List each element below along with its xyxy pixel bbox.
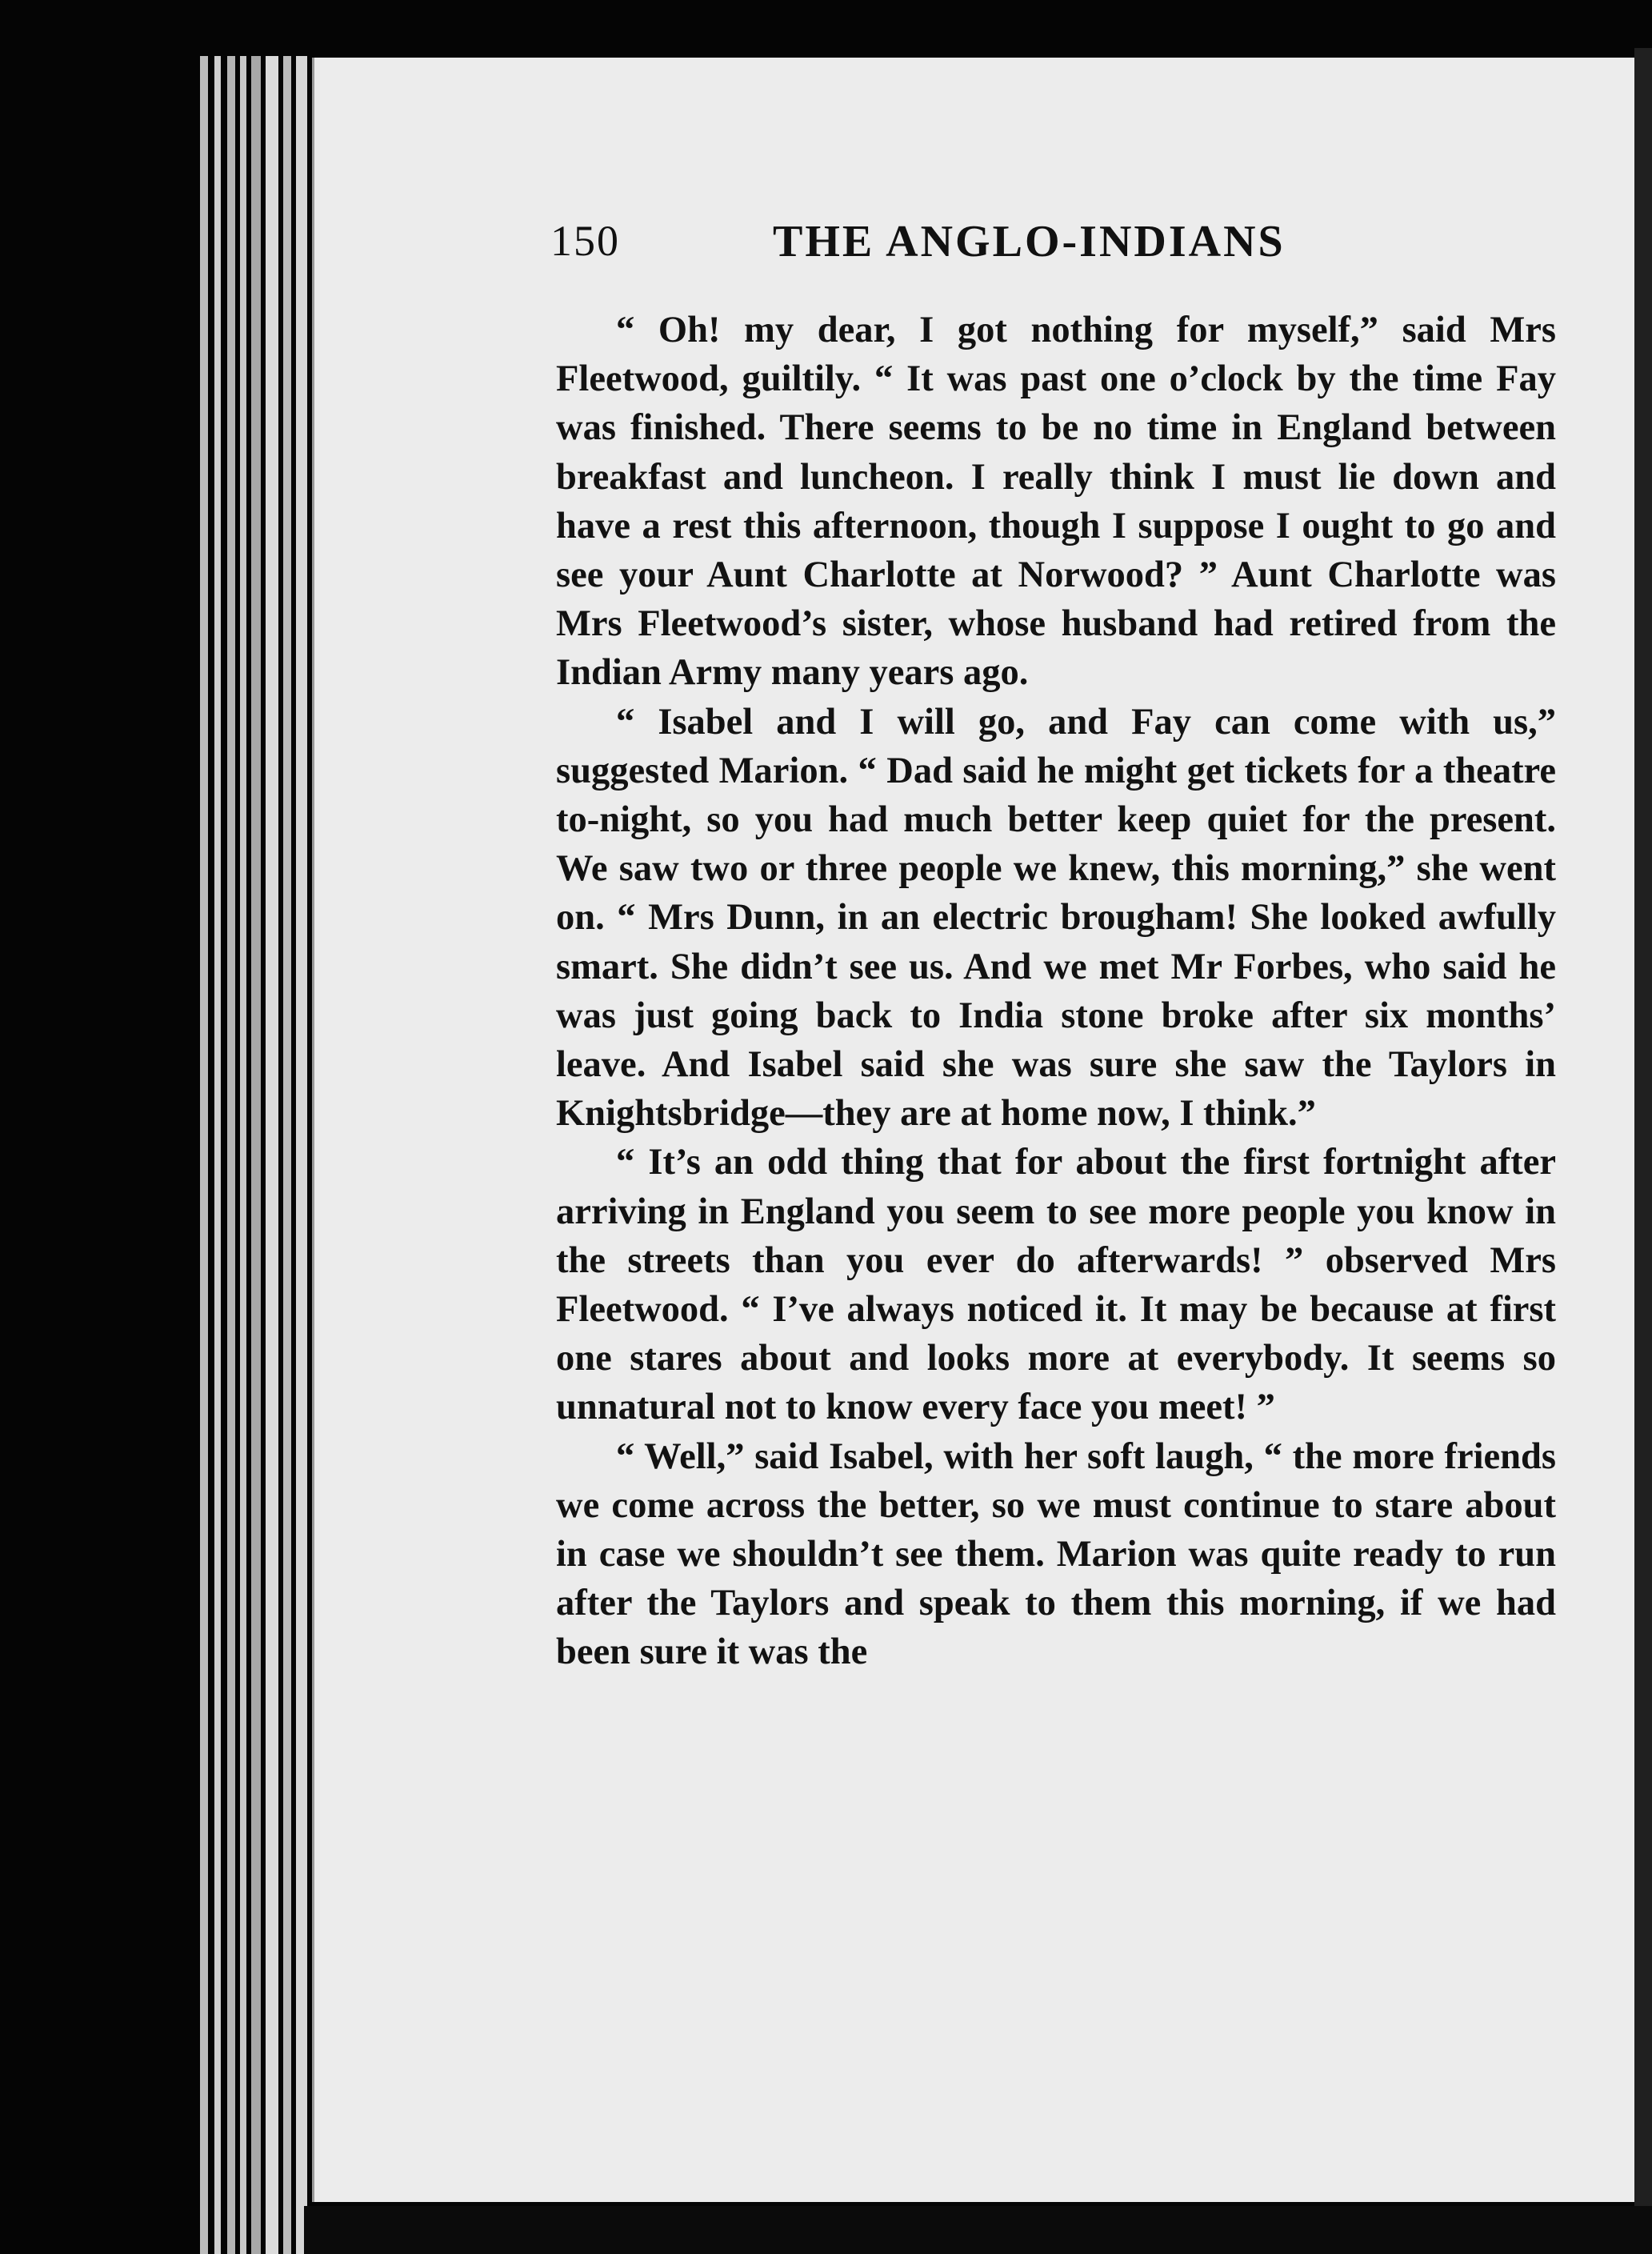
page-edge bbox=[214, 56, 221, 2254]
page-edge bbox=[266, 56, 278, 2254]
page-edge bbox=[251, 56, 261, 2254]
book-title: THE ANGLO-INDIANS bbox=[773, 217, 1286, 266]
paragraph: “ It’s an odd thing that for about the first fortnight after arriving in England you seem to see more people you know in the streets than you ever do afterwards! ” observed Mrs Fleetwood. “ I’ve always noticed it. It may be because at first one stares about and looks more at everybody. It seems so unnatural not to know every face you meet! ” bbox=[556, 1142, 1556, 1428]
page-edge bbox=[200, 56, 208, 2254]
body-text bbox=[556, 306, 1556, 1677]
page-right-shadow bbox=[1634, 48, 1652, 2254]
page-number: 150 bbox=[550, 217, 620, 265]
page-edge bbox=[283, 56, 291, 2254]
page-edge bbox=[227, 56, 235, 2254]
page-edge bbox=[240, 56, 246, 2254]
page-edge bbox=[296, 56, 307, 2254]
paragraph: “ Oh! my dear, I got nothing for myself,” said Mrs Fleetwood, guiltily. “ It was past one o’clock by the time Fay was finished. There seems to be no time in England between breakfast and luncheon. I really think I must lie down and have a rest this afternoon, though I suppose I ought to go and see your Aunt Charlotte at Norwood? ” Aunt Charlotte was Mrs Fleetwood’s sister, whose husband had retired from the Indian Army many years ago. bbox=[556, 310, 1556, 694]
paragraph: “ Well,” said Isabel, with her soft laugh, “ the more friends we come across the better, so we must continue to stare about in case we shouldn’t see them. Marion was quite ready to run after the Taylors and speak to them this morning, if we had been sure it was the bbox=[556, 1435, 1556, 1673]
running-head bbox=[550, 216, 1554, 280]
page-bottom-shadow bbox=[304, 2206, 1652, 2254]
paragraph: “ Isabel and I will go, and Fay can come with us,” suggested Marion. “ Dad said he might get tickets for a theatre to-night, so you had much better keep quiet for the present. We saw two or three people we knew, this morning,” she went on. “ Mrs Dunn, in an electric brougham! She looked awfully smart. She didn’t see us. And we met Mr Forbes, who said he was just going back to India stone broke after six months’ leave. And Isabel said she was sure she saw the Taylors in Knightsbridge—they are at home now, I think.” bbox=[556, 701, 1556, 1135]
